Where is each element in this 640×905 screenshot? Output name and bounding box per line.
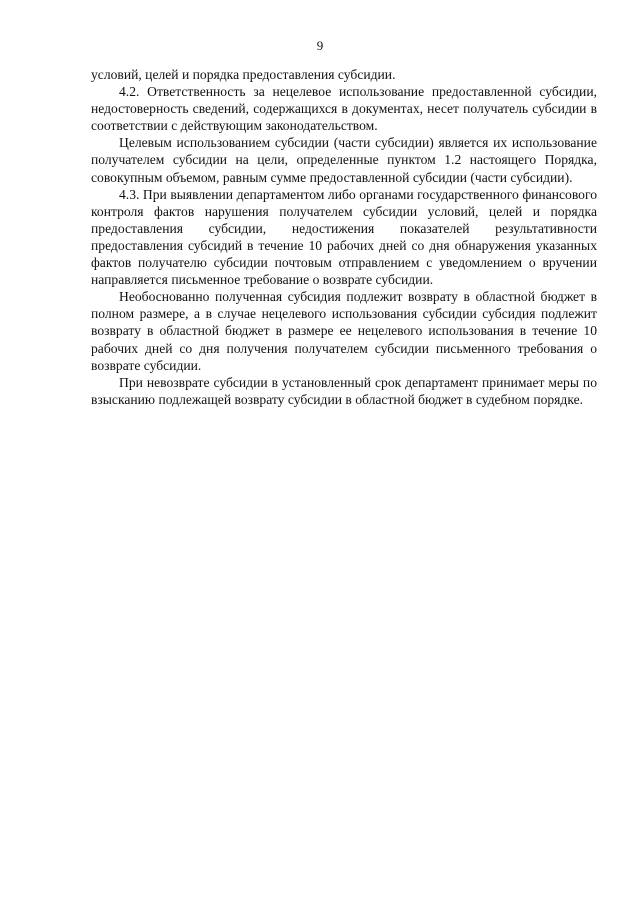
paragraph-target-use: Целевым использованием субсидии (части субсидии) является их использование получателем субсидии на цели, определенные пунктом 1.2 настоящего Порядка, совокупным объемом, равным сумме предоставленной субсидии (части субсидии). <box>91 135 597 185</box>
paragraph-4-3: 4.3. При выявлении департаментом либо органами государственного финансового контроля фактов нарушения получателем субсидии условий, целей и порядка предоставления субсидии, недостижения показателей результативности предоставления субсидий в течение 10 рабочих дней со дня обнаружения указанных фактов получателю субсидии почтовым отправлением с уведомлением о вручении направляется письменное требование о возврате субсидии. <box>91 186 597 288</box>
paragraph-unjustified-subsidy: Необоснованно полученная субсидия подлежит возврату в областной бюджет в полном размере, а в случае нецелевого использования субсидии субсидия подлежит возврату в областной бюджет в размере ее нецелевого использования в течение 10 рабочих дней со дня получения получателем субсидии письменного требования о возврате субсидии. <box>91 289 597 373</box>
paragraph-4-2: 4.2. Ответственность за нецелевое использование предоставленной субсидии, недостоверность сведений, содержащихся в документах, несет получатель субсидии в соответствии с действующим законодательством. <box>91 84 597 134</box>
paragraph-non-return: При невозврате субсидии в установленный срок департамент принимает меры по взысканию подлежащей возврату субсидии в областной бюджет в судебном порядке. <box>91 374 597 407</box>
page-number: 9 <box>316 38 324 53</box>
document-body <box>91 66 597 408</box>
paragraph-continuation: условий, целей и порядка предоставления субсидии. <box>91 67 396 82</box>
